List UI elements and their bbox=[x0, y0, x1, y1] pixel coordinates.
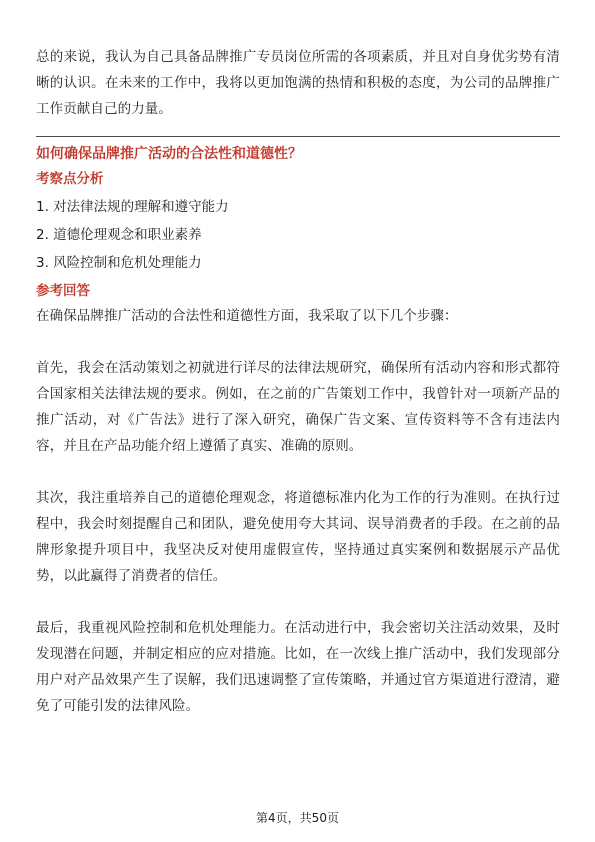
paragraph-gap bbox=[36, 459, 560, 485]
page-content bbox=[36, 44, 560, 719]
paragraph-gap bbox=[36, 329, 560, 355]
question-heading: 如何确保品牌推广活动的合法性和道德性？ bbox=[36, 146, 302, 162]
answer-paragraph-second: 其次，我注重培养自己的道德伦理观念，将道德标准内化为工作的行为准则。在执行过程中，我会时刻提醒自己和团队，避免使用夸大其词、误导消费者的手段。在之前的品牌形象提升项目中，我坚决反对使用虚假宣传，坚持通过真实案例和数据展示产品优势，以此赢得了消费者的信任。 bbox=[36, 490, 560, 584]
answer-paragraph-third: 最后，我重视风险控制和危机处理能力。在活动进行中，我会密切关注活动效果，及时发现潜在问题，并制定相应的应对措施。比如，在一次线上推广活动中，我们发现部分用户对产品效果产生了误解，我们迅速调整了宣传策略，并通过官方渠道进行澄清，避免了可能引发的法律风险。 bbox=[36, 620, 560, 714]
analysis-points-list bbox=[36, 193, 560, 277]
answer-paragraph-first: 首先，我会在活动策划之初就进行详尽的法律法规研究，确保所有活动内容和形式都符合国家相关法律法规的要求。例如，在之前的广告策划工作中，我曾针对一项新产品的推广活动，对《广告法》进行了深入研究，确保广告文案、宣传资料等不含有违法内容，并且在产品功能介绍上遵循了真实、准确的原则。 bbox=[36, 360, 560, 454]
analysis-point: 2. 道德伦理观念和职业素养 bbox=[36, 227, 202, 243]
analysis-point: 3. 风险控制和危机处理能力 bbox=[36, 255, 202, 271]
section-divider bbox=[36, 136, 560, 137]
answer-lead: 在确保品牌推广活动的合法性和道德性方面，我采取了以下几个步骤： bbox=[36, 308, 458, 324]
answer-title: 参考回答 bbox=[36, 283, 90, 299]
page-number-footer: 第4页，共50页 bbox=[256, 811, 339, 825]
analysis-title: 考察点分析 bbox=[36, 171, 104, 187]
analysis-point: 1. 对法律法规的理解和遵守能力 bbox=[36, 199, 229, 215]
paragraph-gap bbox=[36, 589, 560, 615]
intro-paragraph: 总的来说，我认为自己具备品牌推广专员岗位所需的各项素质，并且对自身优劣势有清晰的认识。在未来的工作中，我将以更加饱满的热情和积极的态度，为公司的品牌推广工作贡献自己的力量。 bbox=[36, 49, 560, 117]
